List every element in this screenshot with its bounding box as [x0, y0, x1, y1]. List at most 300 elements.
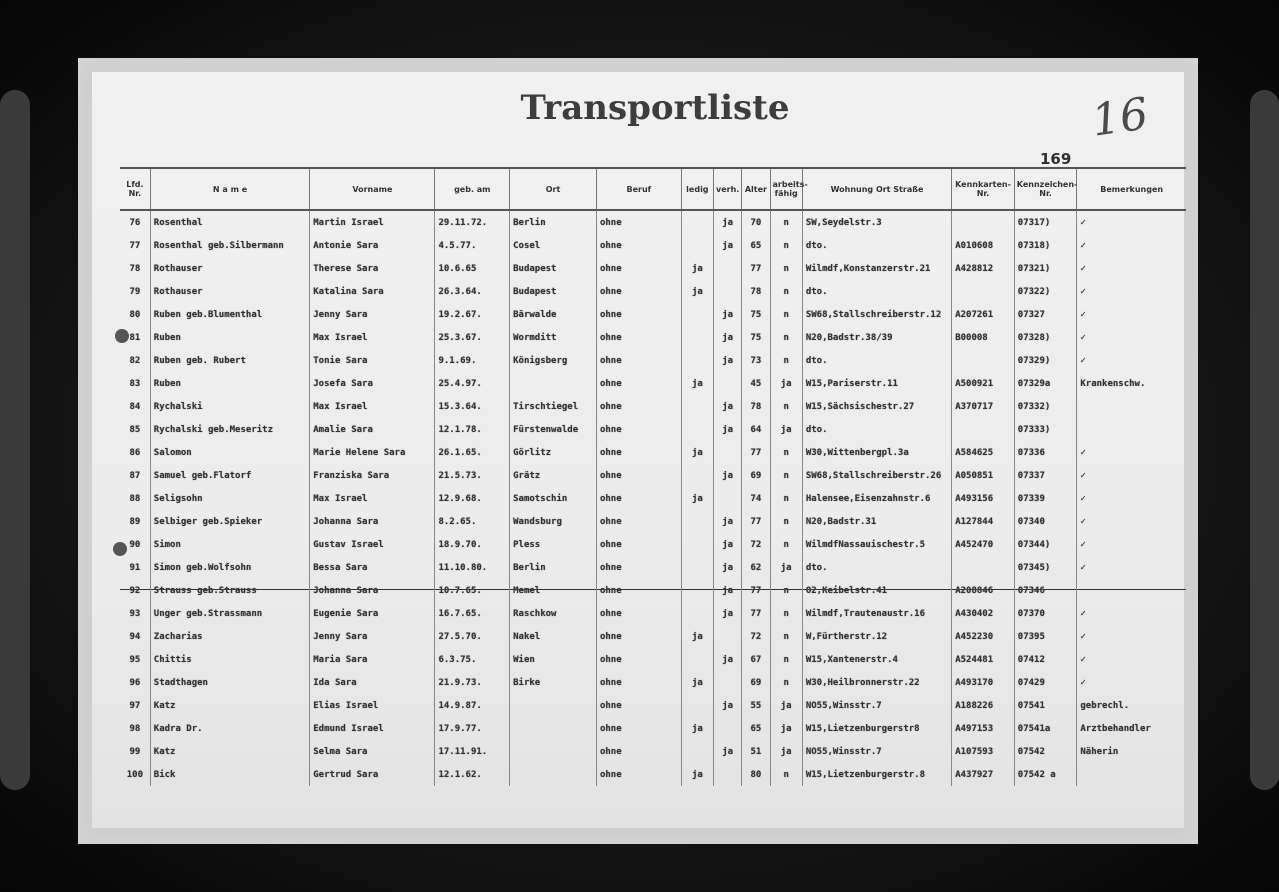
cell-row-number: 84 [120, 395, 150, 418]
cell-row-number: 90 [120, 533, 150, 556]
cell-married: ja [714, 579, 742, 602]
table-row [120, 210, 1186, 234]
cell-birth-date: 10.7.65. [435, 579, 510, 602]
table-row [120, 234, 1186, 257]
cell-identifier-number: 07412 [1014, 648, 1077, 671]
cell-remarks [1077, 395, 1186, 418]
cell-row-number: 87 [120, 464, 150, 487]
table-row [120, 533, 1186, 556]
cell-remarks: ✓ [1080, 286, 1086, 297]
cell-given-name: Eugenie Sara [310, 602, 435, 625]
cell-address: dto. [802, 418, 951, 441]
cell-occupation: ohne [596, 648, 681, 671]
col-header-geb: geb. am [435, 168, 510, 210]
cell-id-card-number: A524481 [952, 648, 1015, 671]
cell-remarks: ✓ [1080, 631, 1086, 642]
col-header-name: N a m e [150, 168, 309, 210]
cell-identifier-number: 07429 [1014, 671, 1077, 694]
cell-identifier-number: 07321) [1014, 257, 1077, 280]
cell-address: dto. [802, 280, 951, 303]
cell-identifier-number: 07329) [1014, 349, 1077, 372]
cell-given-name: Max Israel [310, 395, 435, 418]
table-row [120, 418, 1186, 441]
table-row [120, 441, 1186, 464]
cell-age: 69 [742, 671, 770, 694]
cell-birthplace [510, 740, 597, 763]
cell-single: ja [681, 625, 713, 648]
cell-identifier-number: 07541 [1014, 694, 1077, 717]
table-row [120, 717, 1186, 740]
cell-id-card-number [952, 418, 1015, 441]
cell-given-name: Selma Sara [310, 740, 435, 763]
cell-occupation: ohne [596, 487, 681, 510]
cell-occupation: ohne [596, 694, 681, 717]
cell-occupation: ohne [596, 303, 681, 326]
cell-married: ja [714, 510, 742, 533]
cell-remarks: ✓ [1080, 447, 1086, 458]
cell-birth-date: 29.11.72. [435, 210, 510, 234]
cell-married [714, 372, 742, 395]
cell-surname: Rosenthal geb.Silbermann [150, 234, 309, 257]
cell-able-to-work: n [770, 280, 802, 303]
cell-remarks [1077, 763, 1186, 786]
table-row [120, 303, 1186, 326]
cell-age: 55 [742, 694, 770, 717]
cell-birthplace: Cosel [510, 234, 597, 257]
cell-given-name: Max Israel [310, 326, 435, 349]
col-header-wohnung: Wohnung Ort Straße [802, 168, 951, 210]
cell-id-card-number: A107593 [952, 740, 1015, 763]
cell-surname: Stadthagen [150, 671, 309, 694]
table-row [120, 602, 1186, 625]
cell-given-name: Maria Sara [310, 648, 435, 671]
cell-able-to-work: n [770, 303, 802, 326]
cell-birth-date: 21.9.73. [435, 671, 510, 694]
cell-occupation: ohne [596, 740, 681, 763]
cell-single [681, 395, 713, 418]
handwritten-sheet-number: 16 [1088, 88, 1152, 147]
cell-id-card-number: A493156 [952, 487, 1015, 510]
cell-occupation: ohne [596, 280, 681, 303]
cell-able-to-work: n [770, 234, 802, 257]
cell-remarks: ✓ [1080, 332, 1086, 343]
cell-surname: Ruben geb.Blumenthal [150, 303, 309, 326]
cell-id-card-number: A188226 [952, 694, 1015, 717]
cell-occupation: ohne [596, 763, 681, 786]
cell-able-to-work: ja [770, 372, 802, 395]
cell-occupation: ohne [596, 234, 681, 257]
cell-surname: Katz [150, 740, 309, 763]
cell-remarks: Näherin [1080, 746, 1119, 757]
cell-row-number: 96 [120, 671, 150, 694]
cell-married [714, 763, 742, 786]
cell-occupation: ohne [596, 210, 681, 234]
cell-age: 80 [742, 763, 770, 786]
cell-age: 77 [742, 579, 770, 602]
cell-address: SW68,Stallschreiberstr.26 [802, 464, 951, 487]
cell-able-to-work: ja [770, 717, 802, 740]
cell-age: 72 [742, 625, 770, 648]
cell-single: ja [681, 257, 713, 280]
cell-birth-date: 19.2.67. [435, 303, 510, 326]
cell-able-to-work: n [770, 671, 802, 694]
cell-able-to-work: ja [770, 556, 802, 579]
cell-single: ja [681, 441, 713, 464]
cell-given-name: Johanna Sara [310, 510, 435, 533]
cell-married: ja [714, 326, 742, 349]
cell-occupation: ohne [596, 671, 681, 694]
cell-occupation: ohne [596, 395, 681, 418]
cell-single: ja [681, 372, 713, 395]
cell-surname: Ruben [150, 326, 309, 349]
cell-married [714, 257, 742, 280]
cell-address: W30,Heilbronnerstr.22 [802, 671, 951, 694]
col-header-kennkarte: Kennkarten-Nr. [952, 168, 1015, 210]
cell-remarks: ✓ [1080, 654, 1086, 665]
cell-surname: Simon geb.Wolfsohn [150, 556, 309, 579]
cell-row-number: 81 [120, 326, 150, 349]
cell-surname: Kadra Dr. [150, 717, 309, 740]
cell-id-card-number: A010608 [952, 234, 1015, 257]
cell-row-number: 80 [120, 303, 150, 326]
cell-address: Wilmdf,Konstanzerstr.21 [802, 257, 951, 280]
cell-surname: Strauss geb.Strauss [150, 579, 309, 602]
cell-row-number: 94 [120, 625, 150, 648]
cell-birth-date: 12.9.68. [435, 487, 510, 510]
cell-birthplace: Samotschin [510, 487, 597, 510]
cell-birthplace: Königsberg [510, 349, 597, 372]
cell-remarks: ✓ [1080, 493, 1086, 504]
cell-row-number: 98 [120, 717, 150, 740]
cell-able-to-work: ja [770, 740, 802, 763]
cell-birth-date: 17.11.91. [435, 740, 510, 763]
cell-address: W15,Lietzenburgerstr.8 [802, 763, 951, 786]
cell-given-name: Amalie Sara [310, 418, 435, 441]
cell-id-card-number: B00008 [952, 326, 1015, 349]
cell-row-number: 83 [120, 372, 150, 395]
cell-surname: Simon [150, 533, 309, 556]
cell-id-card-number: A207261 [952, 303, 1015, 326]
cell-identifier-number: 07333) [1014, 418, 1077, 441]
cell-surname: Rosenthal [150, 210, 309, 234]
cell-given-name: Gustav Israel [310, 533, 435, 556]
cell-address: W,Fürtherstr.12 [802, 625, 951, 648]
cell-remarks: ✓ [1080, 562, 1086, 573]
cell-row-number: 99 [120, 740, 150, 763]
cell-identifier-number: 07339 [1014, 487, 1077, 510]
table-row [120, 694, 1186, 717]
cell-age: 77 [742, 602, 770, 625]
cell-occupation: ohne [596, 602, 681, 625]
cell-identifier-number: 07346 [1014, 579, 1077, 602]
cell-given-name: Therese Sara [310, 257, 435, 280]
cell-given-name: Jenny Sara [310, 625, 435, 648]
cell-able-to-work: n [770, 349, 802, 372]
cell-row-number: 86 [120, 441, 150, 464]
cell-married [714, 625, 742, 648]
cell-remarks: ✓ [1080, 263, 1086, 274]
cell-birth-date: 12.1.78. [435, 418, 510, 441]
cell-remarks: Krankenschw. [1080, 378, 1146, 389]
col-header-beruf: Beruf [596, 168, 681, 210]
cell-remarks: ✓ [1080, 516, 1086, 527]
cell-married: ja [714, 694, 742, 717]
cell-id-card-number: A370717 [952, 395, 1015, 418]
cell-single: ja [681, 763, 713, 786]
transport-table [120, 167, 1186, 786]
cell-single [681, 464, 713, 487]
cell-birth-date: 12.1.62. [435, 763, 510, 786]
cell-age: 45 [742, 372, 770, 395]
cell-occupation: ohne [596, 579, 681, 602]
cell-age: 75 [742, 326, 770, 349]
cell-remarks: ✓ [1080, 539, 1086, 550]
cell-married [714, 441, 742, 464]
cell-row-number: 100 [120, 763, 150, 786]
cell-given-name: Max Israel [310, 487, 435, 510]
cell-married: ja [714, 556, 742, 579]
cell-identifier-number: 07541a [1014, 717, 1077, 740]
cell-married: ja [714, 464, 742, 487]
cell-married [714, 717, 742, 740]
cell-given-name: Edmund Israel [310, 717, 435, 740]
cell-age: 67 [742, 648, 770, 671]
cell-birthplace: Wormditt [510, 326, 597, 349]
cell-birth-date: 10.6.65 [435, 257, 510, 280]
table-row [120, 579, 1186, 602]
cell-address: NO55,Winsstr.7 [802, 740, 951, 763]
cell-given-name: Katalina Sara [310, 280, 435, 303]
cell-given-name: Bessa Sara [310, 556, 435, 579]
cell-single [681, 326, 713, 349]
cell-birthplace: Fürstenwalde [510, 418, 597, 441]
film-edge-left [0, 90, 30, 790]
cell-remarks: ✓ [1080, 240, 1086, 251]
cell-id-card-number: A050851 [952, 464, 1015, 487]
cell-id-card-number [952, 556, 1015, 579]
cell-id-card-number: A428812 [952, 257, 1015, 280]
cell-single [681, 694, 713, 717]
cell-identifier-number: 07329a [1014, 372, 1077, 395]
cell-given-name: Ida Sara [310, 671, 435, 694]
cell-surname: Unger geb.Strassmann [150, 602, 309, 625]
cell-address: W15,Sächsischestr.27 [802, 395, 951, 418]
cell-id-card-number: A430402 [952, 602, 1015, 625]
table-body [120, 210, 1186, 786]
cell-birthplace: Berlin [510, 210, 597, 234]
cell-birthplace: Berlin [510, 556, 597, 579]
cell-birth-date: 27.5.70. [435, 625, 510, 648]
cell-age: 77 [742, 257, 770, 280]
cell-identifier-number: 07340 [1014, 510, 1077, 533]
table-row [120, 349, 1186, 372]
cell-married [714, 487, 742, 510]
cell-address: WilmdfNassauischestr.5 [802, 533, 951, 556]
cell-age: 70 [742, 210, 770, 234]
cell-age: 78 [742, 280, 770, 303]
cell-occupation: ohne [596, 464, 681, 487]
cell-identifier-number: 07322) [1014, 280, 1077, 303]
col-header-kennzeichen: Kennzeichen-Nr. [1014, 168, 1077, 210]
cell-married: ja [714, 234, 742, 257]
cell-able-to-work: n [770, 625, 802, 648]
cell-given-name: Gertrud Sara [310, 763, 435, 786]
cell-able-to-work: n [770, 441, 802, 464]
cell-married: ja [714, 210, 742, 234]
cell-birthplace: Wandsburg [510, 510, 597, 533]
cell-birth-date: 21.5.73. [435, 464, 510, 487]
table-row [120, 372, 1186, 395]
cell-able-to-work: n [770, 533, 802, 556]
table-row [120, 326, 1186, 349]
cell-birth-date: 9.1.69. [435, 349, 510, 372]
table-row [120, 280, 1186, 303]
cell-married: ja [714, 648, 742, 671]
cell-surname: Rychalski geb.Meseritz [150, 418, 309, 441]
cell-row-number: 76 [120, 210, 150, 234]
cell-able-to-work: n [770, 464, 802, 487]
cell-married: ja [714, 303, 742, 326]
cell-birthplace: Pless [510, 533, 597, 556]
cell-row-number: 92 [120, 579, 150, 602]
col-header-ledig: ledig [681, 168, 713, 210]
cell-id-card-number: A493170 [952, 671, 1015, 694]
cell-id-card-number: A208846 [952, 579, 1015, 602]
cell-age: 62 [742, 556, 770, 579]
table-row [120, 257, 1186, 280]
cell-identifier-number: 07317) [1014, 210, 1077, 234]
cell-birth-date: 14.9.87. [435, 694, 510, 717]
cell-birthplace: Wien [510, 648, 597, 671]
cell-surname: Chittis [150, 648, 309, 671]
cell-occupation: ohne [596, 510, 681, 533]
cell-single: ja [681, 280, 713, 303]
cell-birth-date: 11.10.80. [435, 556, 510, 579]
film-edge-right [1250, 90, 1279, 790]
cell-address: W15,Lietzenburgerstr8 [802, 717, 951, 740]
table-header-row [120, 168, 1186, 210]
cell-able-to-work: n [770, 326, 802, 349]
cell-row-number: 78 [120, 257, 150, 280]
cell-birth-date: 26.3.64. [435, 280, 510, 303]
cell-remarks: ✓ [1080, 217, 1086, 228]
cell-id-card-number: A500921 [952, 372, 1015, 395]
cell-single [681, 602, 713, 625]
cell-surname: Ruben [150, 372, 309, 395]
cell-able-to-work: n [770, 210, 802, 234]
cell-surname: Zacharias [150, 625, 309, 648]
cell-birthplace: Bärwalde [510, 303, 597, 326]
cell-identifier-number: 07318) [1014, 234, 1077, 257]
cell-address: SW,Seydelstr.3 [802, 210, 951, 234]
cell-single [681, 556, 713, 579]
cell-birth-date: 25.3.67. [435, 326, 510, 349]
cell-address: NO55,Winsstr.7 [802, 694, 951, 717]
col-header-nr: Lfd. Nr. [120, 168, 150, 210]
cell-single [681, 349, 713, 372]
cell-married: ja [714, 533, 742, 556]
cell-surname: Samuel geb.Flatorf [150, 464, 309, 487]
cell-address: N20,Badstr.38/39 [802, 326, 951, 349]
cell-birth-date: 15.3.64. [435, 395, 510, 418]
cell-able-to-work: n [770, 579, 802, 602]
table-row [120, 464, 1186, 487]
cell-age: 72 [742, 533, 770, 556]
table-row [120, 556, 1186, 579]
cell-given-name: Tonie Sara [310, 349, 435, 372]
cell-remarks [1077, 418, 1186, 441]
cell-age: 64 [742, 418, 770, 441]
cell-row-number: 77 [120, 234, 150, 257]
cell-age: 74 [742, 487, 770, 510]
cell-row-number: 79 [120, 280, 150, 303]
cell-age: 75 [742, 303, 770, 326]
cell-address: W30,Wittenbergpl.3a [802, 441, 951, 464]
cell-birth-date: 25.4.97. [435, 372, 510, 395]
cell-birth-date: 8.2.65. [435, 510, 510, 533]
cell-id-card-number: A452230 [952, 625, 1015, 648]
page-number: 169 [1040, 150, 1072, 168]
table-row [120, 510, 1186, 533]
cell-identifier-number: 07345) [1014, 556, 1077, 579]
cell-surname: Selbiger geb.Spieker [150, 510, 309, 533]
cell-remarks [1077, 579, 1186, 602]
cell-row-number: 82 [120, 349, 150, 372]
cell-single [681, 510, 713, 533]
cell-birth-date: 16.7.65. [435, 602, 510, 625]
cell-occupation: ohne [596, 257, 681, 280]
cell-id-card-number: A497153 [952, 717, 1015, 740]
cell-married [714, 671, 742, 694]
table-row [120, 671, 1186, 694]
cell-id-card-number: A584625 [952, 441, 1015, 464]
cell-birthplace [510, 717, 597, 740]
cell-birthplace: Memel [510, 579, 597, 602]
cell-given-name: Jenny Sara [310, 303, 435, 326]
col-header-bemerkungen: Bemerkungen [1077, 168, 1186, 210]
cell-row-number: 97 [120, 694, 150, 717]
cell-birth-date: 26.1.65. [435, 441, 510, 464]
cell-remarks: ✓ [1080, 608, 1086, 619]
table-row [120, 648, 1186, 671]
cell-single [681, 533, 713, 556]
cell-occupation: ohne [596, 556, 681, 579]
cell-identifier-number: 07542 [1014, 740, 1077, 763]
cell-given-name: Antonie Sara [310, 234, 435, 257]
cell-single [681, 740, 713, 763]
cell-id-card-number: A452470 [952, 533, 1015, 556]
cell-able-to-work: n [770, 763, 802, 786]
document-title: Transportliste [520, 88, 790, 128]
cell-remarks: Arztbehandler [1080, 723, 1151, 734]
table-row [120, 395, 1186, 418]
cell-identifier-number: 07337 [1014, 464, 1077, 487]
cell-remarks: ✓ [1080, 470, 1086, 481]
table-row [120, 487, 1186, 510]
cell-able-to-work: n [770, 602, 802, 625]
cell-address: Wilmdf,Trautenaustr.16 [802, 602, 951, 625]
cell-married: ja [714, 349, 742, 372]
cell-address: W15,Xantenerstr.4 [802, 648, 951, 671]
col-header-ort: Ort [510, 168, 597, 210]
cell-address: O2,Keibelstr.41 [802, 579, 951, 602]
cell-identifier-number: 07327 [1014, 303, 1077, 326]
cell-birthplace: Raschkow [510, 602, 597, 625]
cell-surname: Salomon [150, 441, 309, 464]
cell-address: dto. [802, 349, 951, 372]
cell-surname: Katz [150, 694, 309, 717]
cell-able-to-work: ja [770, 418, 802, 441]
